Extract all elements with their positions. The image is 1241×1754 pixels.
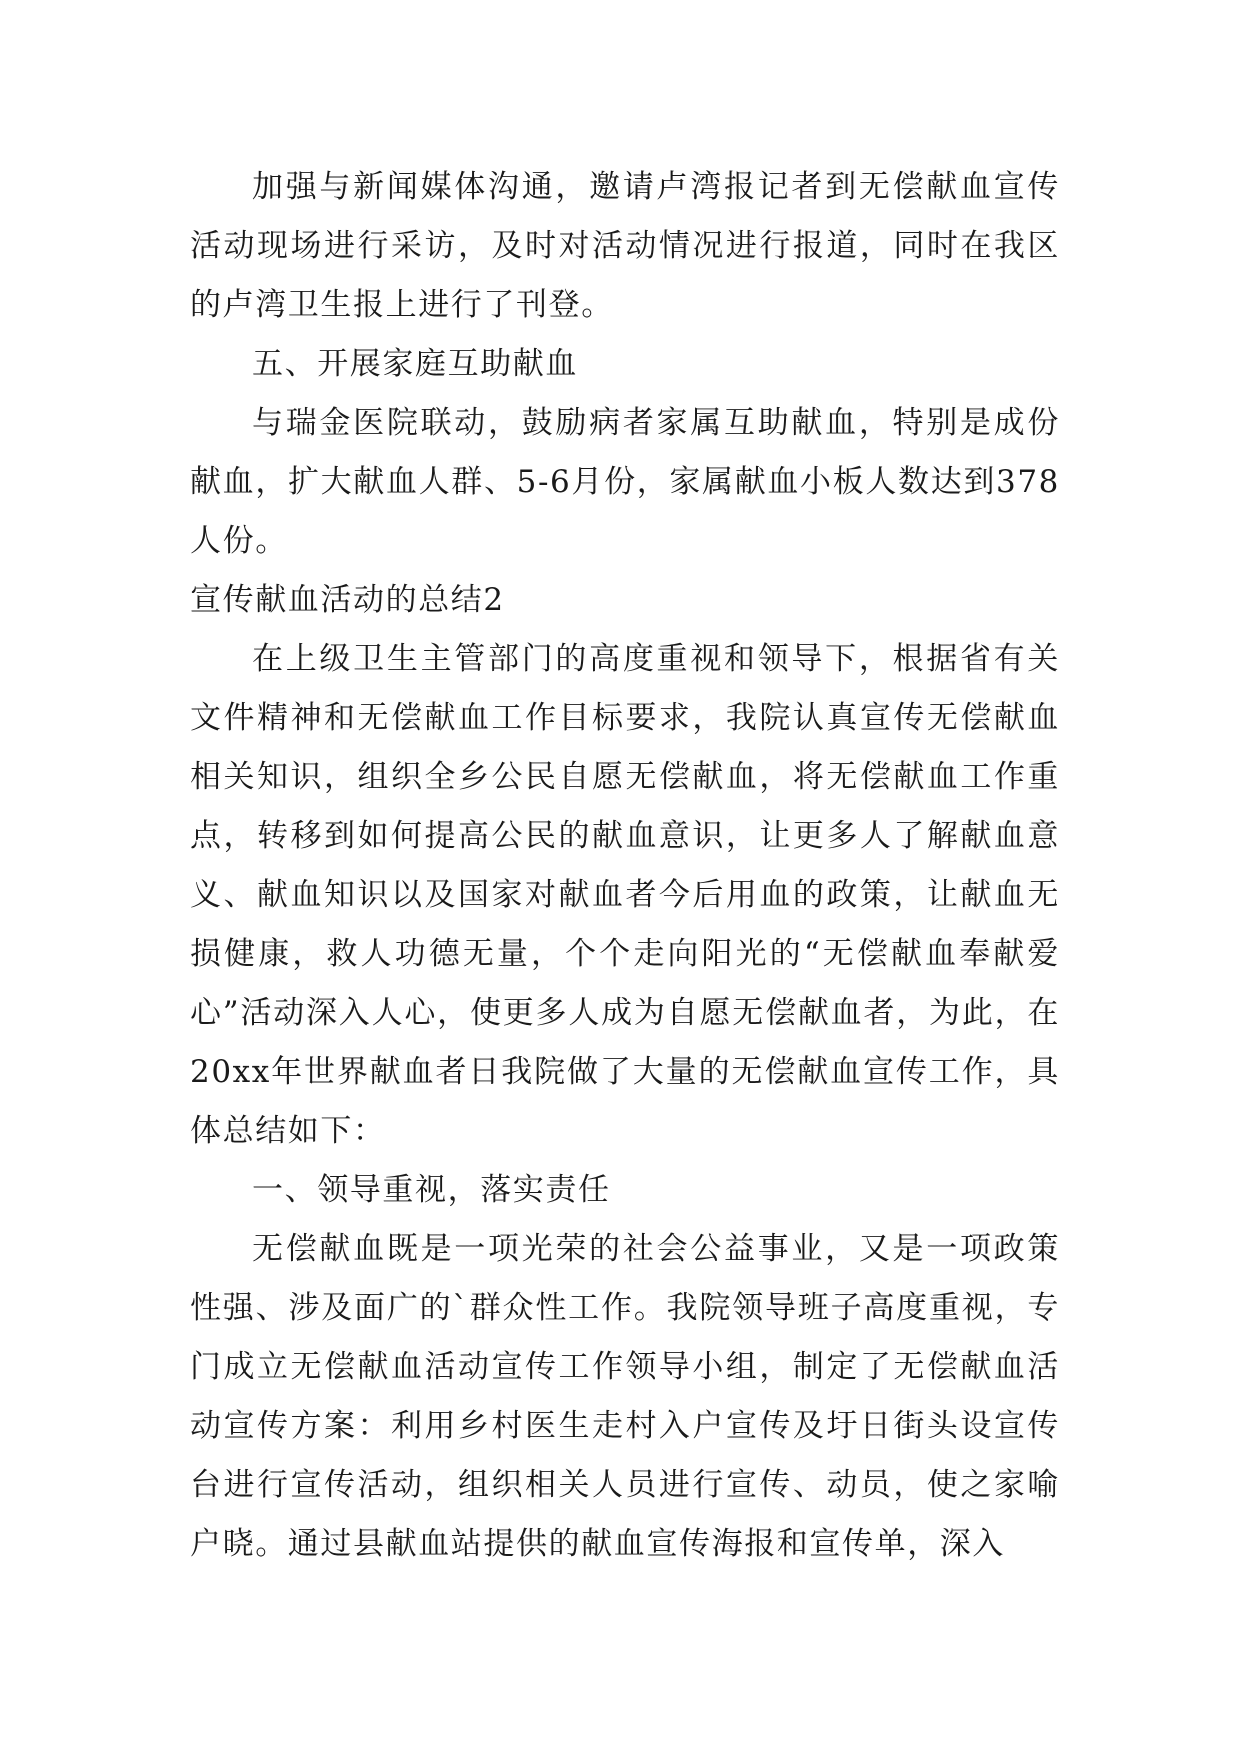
- paragraph-leadership-detail: 无偿献血既是一项光荣的社会公益事业，又是一项政策性强、涉及面广的`群众性工作。我院领导班子高度重视，专门成立无偿献血活动宣传工作领导小组，制定了无偿献血活动宣传方案：利用乡村医生走村入户宣传及圩日街头设宣传台进行宣传活动，组织相关人员进行宣传、动员，使之家喻户晓。通过县献血站提供的献血宣传海报和宣传单，深入: [190, 1231, 1060, 1562]
- document-title-summary-2: 宣传献血活动的总结2: [190, 582, 505, 618]
- paragraph-media-outreach: 加强与新闻媒体沟通，邀请卢湾报记者到无偿献血宣传活动现场进行采访，及时对活动情况进行报道，同时在我区的卢湾卫生报上进行了刊登。: [190, 169, 1060, 323]
- section-heading-leadership: 一、领导重视，落实责任: [252, 1172, 611, 1208]
- paragraph-intro-summary: 在上级卫生主管部门的高度重视和领导下，根据省有关文件精神和无偿献血工作目标要求，我院认真宣传无偿献血相关知识，组织全乡公民自愿无偿献血，将无偿献血工作重点，转移到如何提高公民的献血意识，让更多人了解献血意义、献血知识以及国家对献血者今后用血的政策，让献血无损健康，救人功德无量，个个走向阳光的“无偿献血奉献爱心”活动深入人心，使更多人成为自愿无偿献血者，为此，在20xx年世界献血者日我院做了大量的无偿献血宣传工作，具体总结如下：: [190, 641, 1060, 1149]
- paragraph-ruijin-hospital: 与瑞金医院联动，鼓励病者家属互助献血，特别是成份献血，扩大献血人群、5-6月份，家属献血小板人数达到378人份。: [190, 405, 1060, 559]
- section-heading-family-donation: 五、开展家庭互助献血: [252, 346, 578, 382]
- document-body: [190, 158, 1060, 1574]
